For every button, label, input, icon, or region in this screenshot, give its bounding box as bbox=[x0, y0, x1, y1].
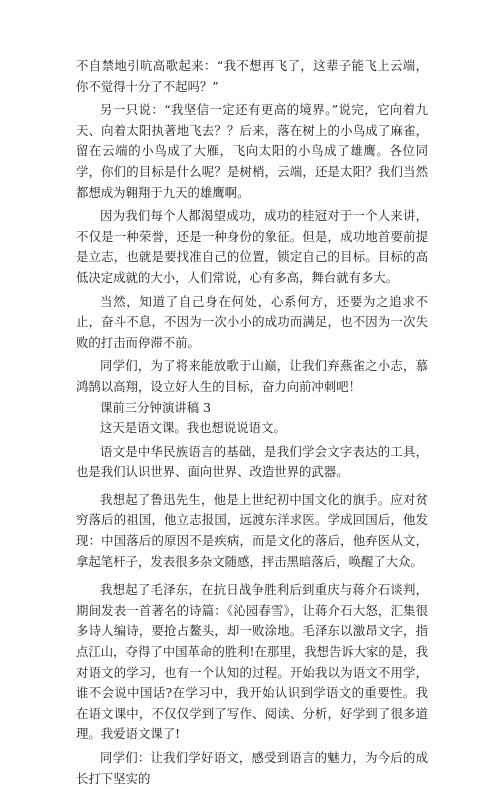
paragraph-1: 不自禁地引吭高歌起来：“我不想再飞了，这辈子能飞上云端，你不觉得十分了不起吗？” bbox=[76, 58, 428, 94]
paragraph-7: 语文是中华民族语言的基础，是我们学会文字表达的工具，也是我们认识世界、面向世界、改造世界的武器。 bbox=[76, 443, 428, 480]
paragraph-4: 当然，知道了自己身在何处，心系何方，还要为之追求不止，奋斗不息，不因为一次小小的成功而满足，也不因为一次失败的打击而停滞不前。 bbox=[76, 293, 428, 350]
paragraph-5: 同学们，为了将来能放歌于山巅，让我们弃燕雀之小志，慕鸿鹄以高翔，设立好人生的目标，奋力向前冲刺吧！ bbox=[76, 358, 428, 394]
paragraph-6: 这天是语文课。我也想说说语文。 bbox=[100, 420, 286, 436]
paragraph-2: 另一只说：“我坚信一定还有更高的境界。”说完，它向着九天、向着太阳执著地飞去？？后来，落在树上的小鸟成了麻雀，留在云端的小鸟成了大雁，飞向太阳的小鸟成了雄鹰。各位同学，你们的目标是什么呢？是树梢，云端，还是太阳？我们当然都想成为翱翔于九天的雄鹰啊。 bbox=[76, 102, 428, 200]
paragraph-3: 因为我们每个人都渴望成功，成功的桂冠对于一个人来讲，不仅是一种荣誉，还是一种身份的象征。但是，成功地首要前提是立志，也就是要找准自己的位置，锁定自己的目标。目标的高低决定成就的大小，人们常说，心有多高，舞台就有多大。 bbox=[76, 208, 428, 285]
paragraph-10: 同学们：让我们学好语文，感受到语言的魅力，为今后的成长打下坚实的 bbox=[76, 750, 428, 786]
paragraph-8: 我想起了鲁迅先生，他是上世纪初中国文化的旗手。应对贫穷落后的祖国，他立志报国，远渡东洋求医。学成回国后，他发现：中国落后的原因不是疾病，而是文化的落后，他弃医从文，拿起笔杆子，发表很多杂文随感，抨击黑暗落后，唤醒了大众。 bbox=[76, 491, 428, 569]
section-heading: 课前三分钟演讲稿 3 bbox=[100, 399, 211, 415]
document-body bbox=[76, 56, 428, 789]
paragraph-9: 我想起了毛泽东，在抗日战争胜利后到重庆与蒋介石谈判，期间发表一首著名的诗篇：《沁园春雪》，让蒋介石大怒，汇集很多诗人编诗，要抢占鳌头，却一败涂地。毛泽东以激昂文字，指点江山，夺得了中国革命的胜利!在那里，我想告诉大家的是，我对语文的学习，也有一个认知的过程。开始我以为语文不用学，谁不会说中国话?在学习中，我开始认识到学语文的重要性。我在语文课中，不仅仅学到了写作、阅读、分析，好学到了很多道理。我爱语文课了! bbox=[76, 582, 428, 742]
